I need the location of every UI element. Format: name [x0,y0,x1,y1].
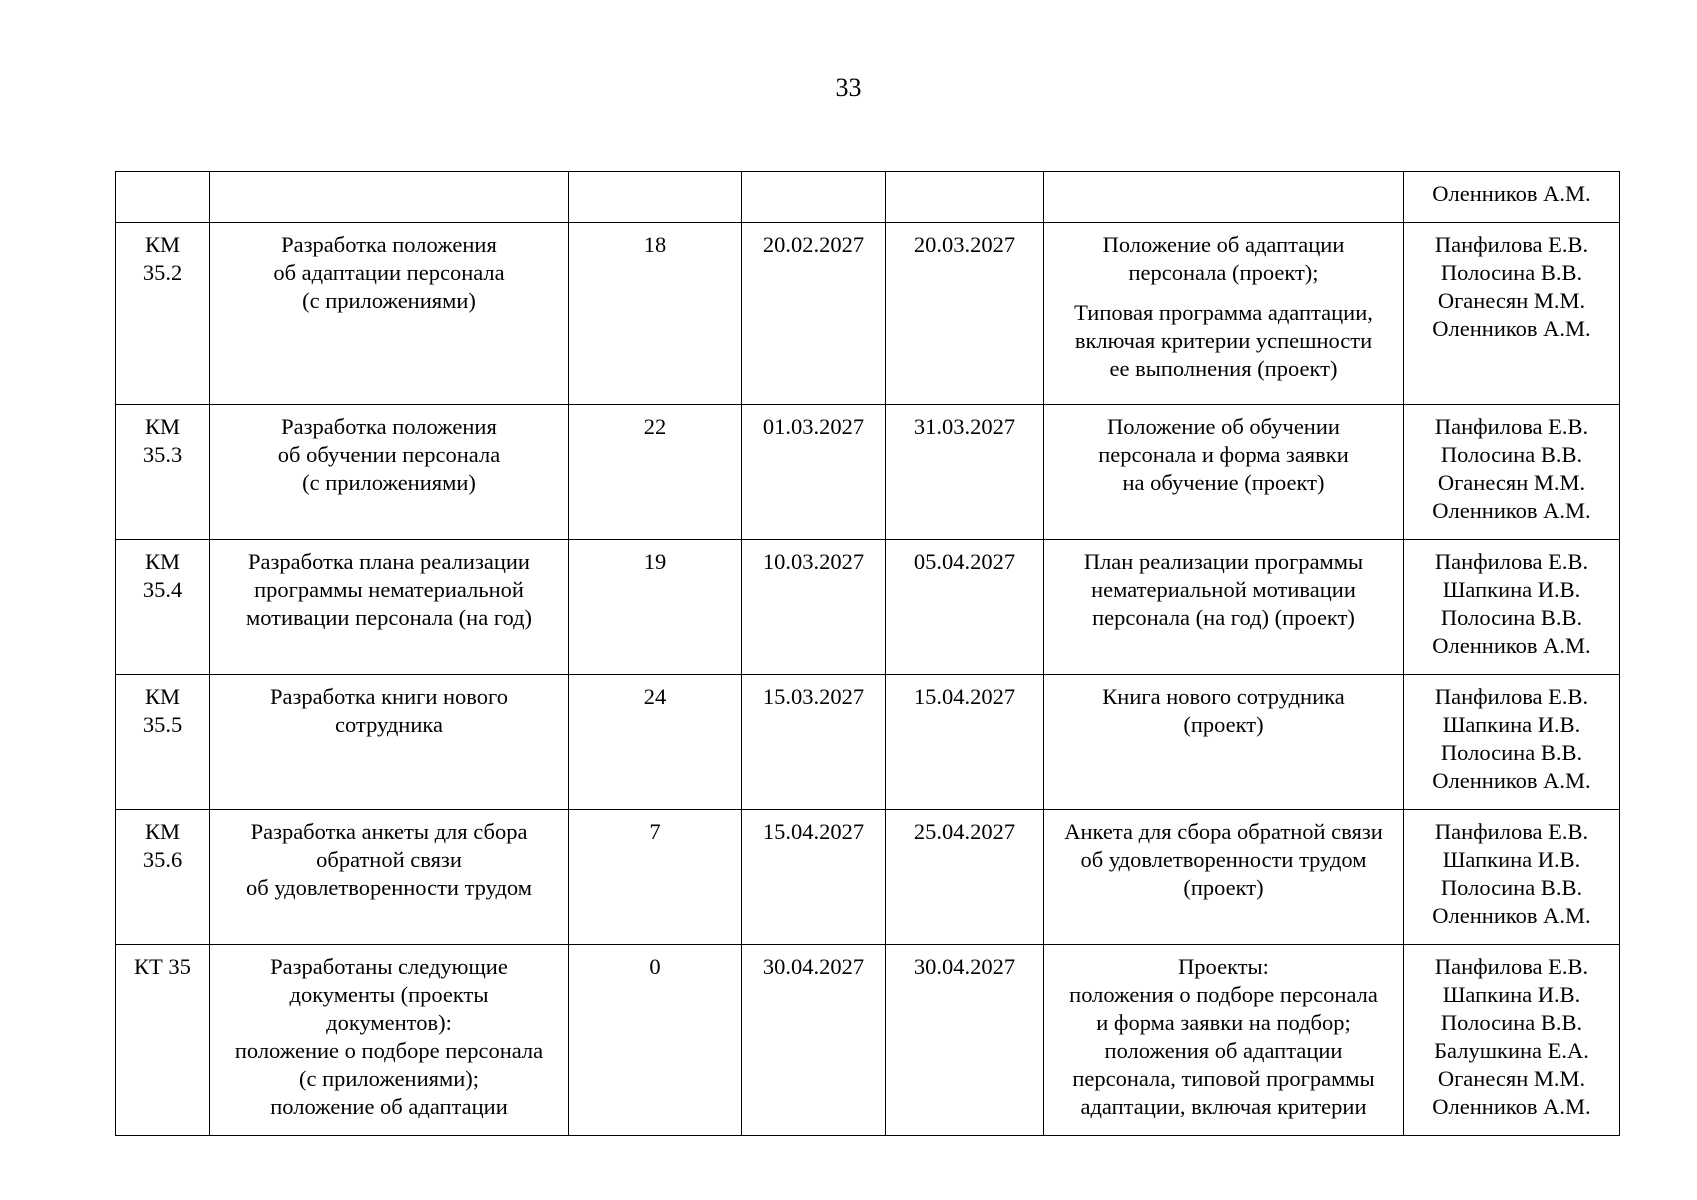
cell-line: положения об адаптации [1104,1038,1343,1063]
cell-line: программы нематериальной [254,577,524,602]
cell-line: Полосина В.В. [1440,605,1583,630]
duration-cell [569,172,742,223]
table-row [116,675,1620,810]
responsible-cell [1404,172,1620,223]
page-number: 33 [835,73,862,102]
cell-line: (проект) [1183,712,1264,737]
cell-line: Разработка анкеты для сбора [250,819,528,844]
cell-value: 30.04.2027 [913,954,1016,979]
start-date-cell [742,223,886,405]
cell-line: Полосина В.В. [1440,875,1583,900]
cell-line: Оленников А.М. [1432,498,1591,523]
start-date-cell [742,675,886,810]
cell-line: Панфилова Е.В. [1434,684,1589,709]
cell-value: 31.03.2027 [913,414,1016,439]
task-name-cell [210,223,569,405]
cell-line: Проекты: [1178,954,1269,979]
cell-value: 18 [643,232,667,257]
cell-line: об адаптации персонала [273,260,505,285]
cell-line: 35.5 [142,712,183,737]
task-name-cell [210,675,569,810]
end-date-cell [886,405,1044,540]
cell-line: (с приложениями) [302,470,476,495]
cell-line: Оленников А.М. [1432,316,1591,341]
responsible-cell [1404,675,1620,810]
task-name-cell [210,945,569,1136]
cell-line: положение об адаптации [270,1094,508,1119]
cell-line: адаптации, включая критерии [1080,1094,1367,1119]
cell-line: обратной связи [316,847,462,872]
end-date-cell [886,223,1044,405]
cell-line: Полосина В.В. [1440,1010,1583,1035]
cell-value: 7 [649,819,661,844]
table-row [116,540,1620,675]
cell-line: Балушкина Е.А. [1434,1038,1589,1063]
duration-cell [569,223,742,405]
responsible-cell [1404,945,1620,1136]
start-date-cell [742,810,886,945]
table-body [116,172,1620,1136]
table-row [116,945,1620,1136]
cell-line: КМ [144,414,180,439]
cell-line: Оганесян М.М. [1437,1066,1586,1091]
start-date-cell [742,172,886,223]
cell-value: 19 [643,549,667,574]
duration-cell [569,540,742,675]
cell-line: сотрудника [335,712,443,737]
cell-line: Типовая программа адаптации, [1074,300,1373,325]
cell-line: Разработаны следующие [270,954,508,979]
code-cell [116,540,210,675]
cell-line: на обучение (проект) [1122,470,1325,495]
cell-line: Панфилова Е.В. [1434,232,1589,257]
code-cell [116,945,210,1136]
code-cell [116,675,210,810]
table-row [116,172,1620,223]
code-cell [116,172,210,223]
responsible-cell [1404,405,1620,540]
task-name-cell [210,810,569,945]
cell-line: Положение об обучении [1107,414,1340,439]
cell-line: Оленников А.М. [1432,903,1591,928]
cell-line: 35.6 [142,847,183,872]
cell-value: 10.03.2027 [762,549,865,574]
cell-line: Оленников А.М. [1432,1094,1591,1119]
cell-line: персонала (проект); [1128,260,1319,285]
cell-line: Панфилова Е.В. [1434,549,1589,574]
cell-value: 20.03.2027 [913,232,1016,257]
cell-value: 05.04.2027 [913,549,1016,574]
paragraph-gap [1050,180,1397,192]
code-cell [116,810,210,945]
cell-line: Полосина В.В. [1440,740,1583,765]
cell-line: Полосина В.В. [1440,260,1583,285]
duration-cell [569,945,742,1136]
cell-line: Панфилова Е.В. [1434,954,1589,979]
result-cell [1044,675,1404,810]
cell-value: 15.03.2027 [762,684,865,709]
cell-value: 30.04.2027 [762,954,865,979]
task-name-cell [210,540,569,675]
end-date-cell [886,945,1044,1136]
cell-line: Разработка положения [281,414,497,439]
task-name-cell [210,172,569,223]
cell-value: 25.04.2027 [913,819,1016,844]
cell-line: персонала и форма заявки [1098,442,1349,467]
cell-line: Шапкина И.В. [1442,712,1581,737]
cell-line: Положение об адаптации [1102,232,1345,257]
end-date-cell [886,810,1044,945]
cell-line: КМ [144,549,180,574]
code-cell [116,223,210,405]
cell-line: об удовлетворенности трудом [246,875,532,900]
cell-value: 01.03.2027 [762,414,865,439]
code-cell [116,405,210,540]
cell-line: Разработка положения [281,232,497,257]
cell-line: План реализации программы [1083,549,1364,574]
cell-line: и форма заявки на подбор; [1096,1010,1351,1035]
cell-line: ее выполнения (проект) [1109,356,1338,381]
cell-line: Оленников А.М. [1432,633,1591,658]
paragraph-gap [216,180,562,192]
cell-line: Панфилова Е.В. [1434,414,1589,439]
result-cell [1044,540,1404,675]
cell-line: об удовлетворенности трудом [1080,847,1367,872]
responsible-cell [1404,810,1620,945]
cell-line: Разработка книги нового [270,684,508,709]
cell-line: 35.3 [142,442,183,467]
result-cell [1044,405,1404,540]
cell-value: 20.02.2027 [762,232,865,257]
cell-line: КМ [144,684,180,709]
cell-line: Анкета для сбора обратной связи [1064,819,1383,844]
cell-line: КТ 35 [134,954,191,979]
cell-line: 35.4 [142,577,183,602]
cell-line: (проект) [1183,875,1264,900]
cell-value: 22 [643,414,667,439]
cell-line: Оленников А.М. [1432,181,1591,206]
cell-line: Шапкина И.В. [1442,982,1581,1007]
end-date-cell [886,675,1044,810]
cell-value: 0 [649,954,661,979]
cell-line: персонала, типовой программы [1072,1066,1375,1091]
duration-cell [569,810,742,945]
cell-line: персонала (на год) (проект) [1092,605,1355,630]
cell-line: Оленников А.М. [1432,768,1591,793]
cell-line: 35.2 [142,260,183,285]
cell-line: Разработка плана реализации [248,549,530,574]
result-cell [1044,172,1404,223]
result-cell [1044,223,1404,405]
cell-value: 15.04.2027 [762,819,865,844]
cell-line: Шапкина И.В. [1442,847,1581,872]
cell-line: документы (проекты [289,982,489,1007]
cell-line: Шапкина И.В. [1442,577,1581,602]
start-date-cell [742,540,886,675]
end-date-cell [886,172,1044,223]
cell-line: положение о подборе персонала [234,1038,544,1063]
cell-line: КМ [144,819,180,844]
table-row [116,223,1620,405]
cell-line: мотивации персонала (на год) [245,605,533,630]
table-row [116,810,1620,945]
cell-line: включая критерии успешности [1074,328,1373,353]
cell-line: (с приложениями) [302,288,476,313]
responsible-cell [1404,223,1620,405]
cell-value: 24 [643,684,667,709]
table-row [116,405,1620,540]
paragraph-gap [122,180,203,192]
duration-cell [569,405,742,540]
cell-line: положения о подборе персонала [1069,982,1378,1007]
end-date-cell [886,540,1044,675]
cell-line: Оганесян М.М. [1437,288,1586,313]
cell-line: об обучении персонала [277,442,501,467]
start-date-cell [742,945,886,1136]
cell-line: Оганесян М.М. [1437,470,1586,495]
plan-table [115,171,1620,1136]
result-cell [1044,810,1404,945]
cell-line: Книга нового сотрудника [1102,684,1345,709]
task-name-cell [210,405,569,540]
cell-line: Панфилова Е.В. [1434,819,1589,844]
cell-line: Полосина В.В. [1440,442,1583,467]
cell-line: КМ [144,232,180,257]
cell-value: 15.04.2027 [913,684,1016,709]
cell-line: нематериальной мотивации [1091,577,1356,602]
responsible-cell [1404,540,1620,675]
result-cell [1044,945,1404,1136]
start-date-cell [742,405,886,540]
duration-cell [569,675,742,810]
cell-line: (с приложениями); [298,1066,480,1091]
paragraph-gap [1050,287,1397,299]
cell-line: документов): [326,1010,452,1035]
